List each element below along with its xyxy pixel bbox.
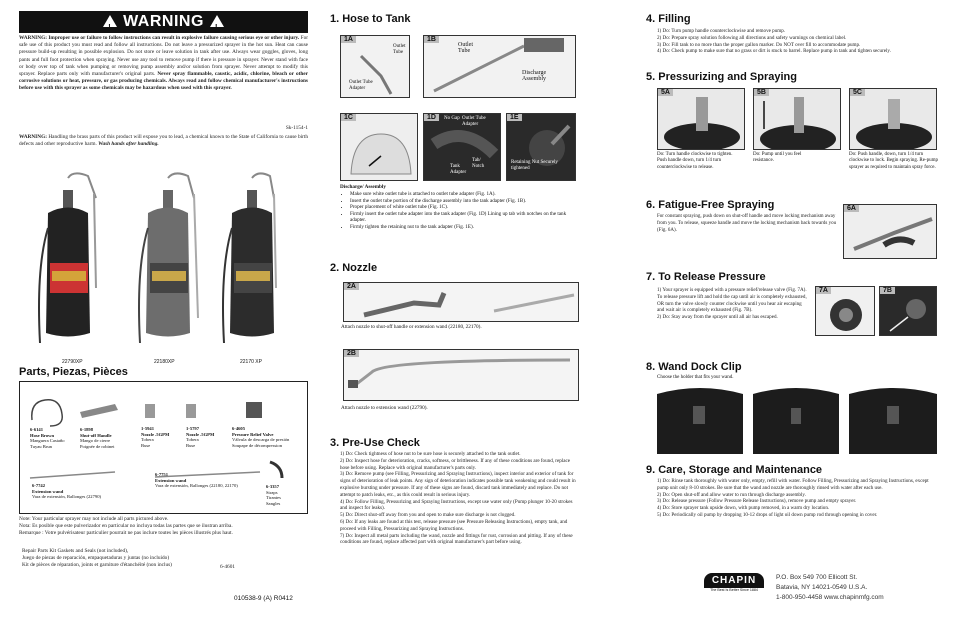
chapin-logo: CHAPIN The Best Is Better Since 1884 <box>704 573 764 603</box>
figure-7b: 7B <box>879 286 937 336</box>
caption-5c: Do: Push handle, down, turn 1/4 turn clockwise to lock. Begin spraying. Re-pump sprayer as required to maintain spray force. <box>849 152 939 170</box>
fatigue-title: 6. Fatigue-Free Spraying <box>646 199 775 211</box>
wand-text: Choose the holder that fits your wand. <box>657 375 734 380</box>
parts-panel <box>19 381 308 514</box>
figure-5a: 5A <box>657 88 745 150</box>
pressurizing-title: 5. Pressurizing and Spraying <box>646 71 797 83</box>
warning-triangle-icon: ! <box>210 15 224 27</box>
wand-title: 8. Wand Dock Clip <box>646 361 742 373</box>
care-title: 9. Care, Storage and Maintenance <box>646 464 823 476</box>
hose-title: 1. Hose to Tank <box>330 13 411 25</box>
caption-2b: Attach nozzle to extension wand (22790). <box>341 405 428 411</box>
figure-5b: 5B <box>753 88 841 150</box>
fatigue-text: For constant spraying, push down on shut-off handle and move locking mechanism away from you. To release, squeeze handle and move the locking mechanism back towards you (Fig. 6A). <box>657 214 837 233</box>
care-steps: 1) Do: Rinse tank thoroughly with water only, empty, refill with water. Follow Filling, Pressurizing and Spraying Instructions, except pump unit only 8-10 strokes. Be sure that the wand and nozzle are thoroughly rinsed with water after each use. 2) Do: Open shut-off and allow water to run through discharge assembly. 3) Do: Release pressure (Follow Pressure Release Instructions), remove pump and empty sprayer. 4) Do: Store sprayer tank upside down, with pump removed, in a warm dry location. 5) Do: Periodically oil pump by dropping 10-12 drops of light oil down pump rod through opening in cover. <box>657 478 929 518</box>
company-address: P.O. Box 549 700 Ellicott St. Batavia, NY 14021-0549 U.S.A. 1-800-950-4458 www.chapinmfg.com <box>776 574 884 601</box>
warning-title: WARNING <box>123 13 204 30</box>
preuse-steps: 1) Do: Check tightness of hose nut to be sure hose is securely attached to the tank outlet. 2) Do: Inspect hose for deterioration, cracks, softness, or brittleness. If any of these conditions are found, replace hose before using. Replace with original manufacturer's parts only. 3) Do: Remove pump (see Filling, Pressurizing and Spraying Instructions), inspect interior and exterior of tank for signs of deterioration of leak points. Any sign of deterioration indicates possible tank weakening and could result in explosive bursting under pressure. If any of these signs are found, discard tank immediately and replace. Do not attempt to patch leaks, etc., as this could result in serious injury. 4) Do: Follow Filling, Pressurizing and Spraying Instructions, except use water only (Pump plunger 10-20 strokes and inspect for leaks). 5) Do: Direct shut-off away from you and open to make sure discharge is not clogged. 6) Do: If any leaks are found at this test, release pressure (see Pressure Releasing Instructions), empty tank, and proceed with Filling, Pressurizing and Spraying Instructions. 7) Do: Inspect all metal parts including the wand, nozzle and fittings for rust, corrosion and pitting. If any of these conditions are found, replace affected part with original manufacturer's part before using. <box>340 451 576 546</box>
product-model-2: 22180XP <box>154 359 175 365</box>
document-code: 010538-9 (A) R0412 <box>234 595 293 602</box>
warning-bold-text: WARNING: Improper use or failure to follow instructions can result in explosive failure causing serious eye or other injury. <box>19 35 300 41</box>
caption-5b: Do: Pump until you feel resistance. <box>753 152 802 164</box>
preuse-title: 3. Pre-Use Check <box>330 437 420 449</box>
caption-5a: Do: Turn handle clockwise to tighten. Push handle down, turn 1/4 turn counterclockwise to release. <box>657 152 733 170</box>
product-image-22790xp <box>28 168 108 358</box>
warning-banner <box>19 11 308 33</box>
figure-2a: 2A <box>343 282 579 322</box>
warning-code: Sk-1154-1 <box>285 125 308 131</box>
part-item: 1-5797 Nozzle .5GPM Tobera Buse <box>186 426 215 448</box>
release-steps: 1) Your sprayer is equipped with a pressure relief/release valve (Fig. 7A). To release pressure lift and hold the cap until air is completely exhausted, OR turn the valve slowly counter clockwise until you hear air escaping and wait air is completely exhausted (Fig. 7B). 2) Do: Stay away from the sprayer until all air has escaped. <box>657 287 807 321</box>
filling-title: 4. Filling <box>646 13 691 25</box>
figure-1c: 1C <box>340 113 418 181</box>
parts-notes: Note: Your particular sprayer may not include all parts pictured above. Nota: Es posible que este pulverizador en particular no incluya todas las partes que se ilustran arriba. Remarque : Votre pulvérisateur particulier pourrait ne pas inclure toutes les pièces illustrés plus haut. <box>19 516 233 537</box>
warning-text <box>19 35 308 93</box>
part-item: 6-1898 Shut-off Handle Mango de cierre Poignée de robinet <box>80 427 115 449</box>
wand-clip-image-3 <box>849 386 937 454</box>
warning-bold-text-2: Never spray flammable, caustic, acidic, chlorine, bleach or other corrosive solutions or heat, pressure, or gas producing chemicals. Always read and follow chemical manufacturer's instructions before use with this sprayer as some chemicals may be hazardous when used with this sprayer. <box>19 71 309 92</box>
lead-warning-text: WARNING: Handling the brass parts of this product will expose you to lead, a chemical known to the State of California to cause birth defects and other reproductive harm. Wash hands after handling. <box>19 134 309 148</box>
parts-title: Parts, Piezas, Pièces <box>19 366 128 378</box>
wand-clip-image-1 <box>657 386 743 454</box>
part-item: 6-7742 Extension wand Vara de extensión, Rallonges (22790) <box>32 483 102 500</box>
part-item: 6-7751 Extension wand Vara de extensión, Rallonges (22180, 22170) <box>155 472 238 489</box>
figure-5c: 5C <box>849 88 937 150</box>
figure-1a: 1A Outlet Tube Outlet Tube Adapter <box>340 35 410 98</box>
product-image-22170xp <box>212 168 292 358</box>
hose-instructions: Discharge/ Assembly • Make sure white outlet tube is attached to outlet tube adapter (Fig. 1A). • Insert the outlet tube portion of the discharge assembly into the tank adapter (Fig. 1B). • Proper placement of white outlet tube (Fig. 1C). • Firmly insert the outlet tube adapter into the tank adapter (Fig. 1D) Lining up tab with notches on the tank adapter. • Firmly tighten the retaining nut to the tank adapter (Fig. 1E). <box>340 184 580 231</box>
figure-2b: 2B <box>343 349 579 401</box>
figure-1e: 1E Retaining Nut Securely tightened <box>506 113 576 181</box>
figure-1b: 1B Outlet Tube Discharge Assembly <box>423 35 576 98</box>
product-model-3: 22170 XP <box>240 359 262 365</box>
figure-7a: 7A <box>815 286 875 336</box>
nozzle-title: 2. Nozzle <box>330 262 378 274</box>
company-contact[interactable]: 1-800-950-4458 www.chapinmfg.com <box>776 594 884 601</box>
part-item: 6-3357 Straps Tirantes Sangles <box>266 484 281 506</box>
warning-triangle-icon: ! <box>103 15 117 27</box>
figure-1d: 1D No Gap Outlet Tube Adapter Tank Adapter Tab/ Notch <box>423 113 501 181</box>
part-item: 1-5941 Nozzle .5GPM Tobera Buse <box>141 426 170 448</box>
product-model-1: 22790XP <box>62 359 83 365</box>
figure-6a: 6A <box>843 204 937 259</box>
wand-clip-image-2 <box>753 386 839 454</box>
filling-steps: 1) Do: Turn pump handle counterclockwise and remove pump. 2) Do: Prepare spray solution following all directions and safety warnings on chemical label. 3) Do: Fill tank to no more than the proper gallon marker. Do NOT over fill to accommodate pump. 4) Do: Check pump to make sure that no grass or dirt is stuck to barrel. Replace pump in tank and tighten securely. <box>657 28 891 55</box>
release-title: 7. To Release Pressure <box>646 271 766 283</box>
caption-2a: Attach nozzle to shut-off handle or extension wand (22180, 22170). <box>341 324 482 330</box>
part-item: 6-4605 Pressure Relief Valve Válvula de descarga de presión Soupape de décompression <box>232 426 290 448</box>
warning-body-text: For safe use of this product you must read and follow all instructions. Do not leave a pressurized sprayer in the hot sun. Heat can cause pressure build-up resulting in possible explosion. Do not store or leave solution in tank after use. Always wear goggles, gloves, long pants and full foot protection when spraying. Never use any tool to remove pump if there is pressure in sprayer. Never stand with face or body over top of tank when pumping or removing pump assembly and/or solution from sprayer. Never attempt to modify this sprayer. Replace parts only with manufacturer's original parts. <box>19 35 309 78</box>
repair-kit: Repair Parts Kit Gaskets and Seals (not included), Juego de piezas de reparación, empaquetaduras y juntas (no incluido) Kit de pièces de réparation, joints et garniture d'étanchéité (non inclus) <box>22 548 172 569</box>
product-image-22180xp <box>128 168 208 358</box>
repair-kit-number: 6-4601 <box>220 564 236 570</box>
part-item: 6-6141 Hose Brown Manguera Castaño Tuyau Brun <box>30 427 65 449</box>
